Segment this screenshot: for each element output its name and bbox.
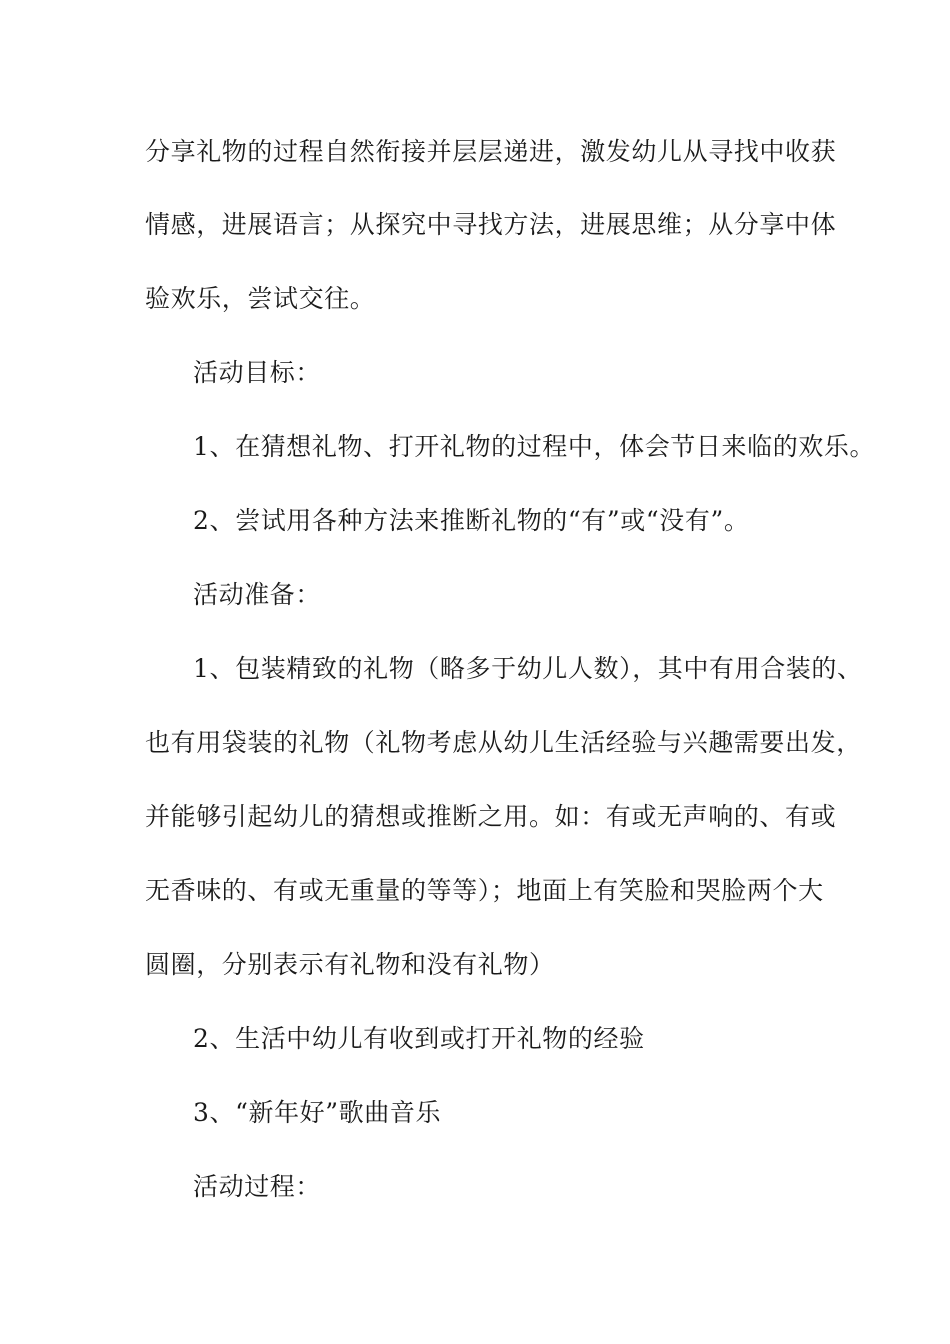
paragraph-line: 并能够引起幼儿的猜想或推断之用。如：有或无声响的、有或 (145, 802, 837, 831)
list-item: 2、尝试用各种方法来推断礼物的“有”或“没有”。 (193, 506, 750, 535)
list-item: 2、生活中幼儿有收到或打开礼物的经验 (193, 1024, 645, 1053)
paragraph-line: 情感，进展语言；从探究中寻找方法，进展思维；从分享中体 (145, 210, 837, 239)
section-heading-goals: 活动目标： (193, 358, 322, 387)
paragraph-line: 验欢乐，尝试交往。 (145, 284, 376, 313)
paragraph-line: 圆圈，分别表示有礼物和没有礼物） (145, 950, 555, 979)
list-item: 3、“新年好”歌曲音乐 (193, 1098, 442, 1127)
paragraph-line: 也有用袋装的礼物（礼物考虑从幼儿生活经验与兴趣需要出发， (145, 728, 862, 757)
paragraph-line: 无香味的、有或无重量的等等）；地面上有笑脸和哭脸两个大 (145, 876, 824, 905)
section-heading-preparation: 活动准备： (193, 580, 322, 609)
list-item: 1、在猜想礼物、打开礼物的过程中，体会节日来临的欢乐。 (193, 432, 876, 461)
paragraph-line: 分享礼物的过程自然衔接并层层递进，激发幼儿从寻找中收获 (145, 137, 837, 166)
section-heading-process: 活动过程： (193, 1172, 322, 1201)
list-item: 1、包装精致的礼物（略多于幼儿人数），其中有用合装的、 (193, 654, 863, 683)
